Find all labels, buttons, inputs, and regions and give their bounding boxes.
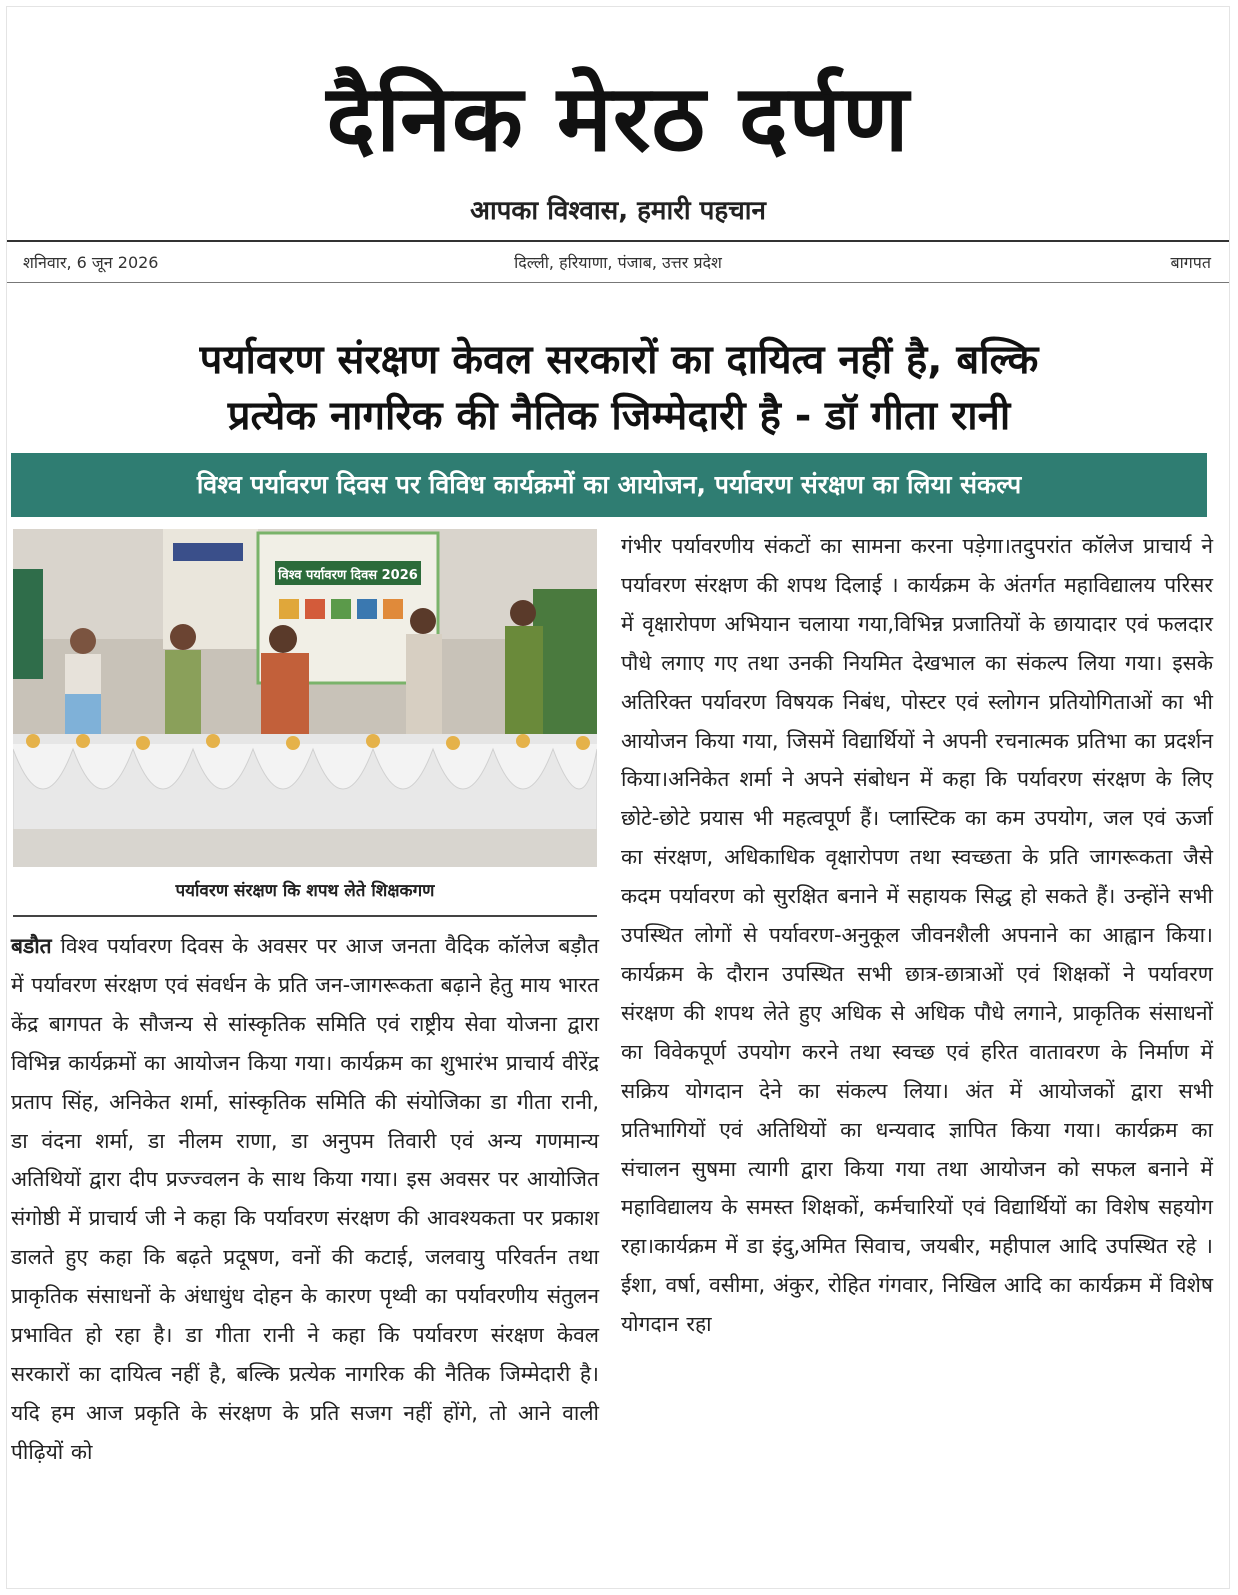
article-subheadline: विश्व पर्यावरण दिवस पर विविध कार्यक्रमों का आयोजन, पर्यावरण संरक्षण का लिया संकल्प [11, 453, 1207, 517]
body-paragraph-left [11, 927, 599, 1472]
article-photo [13, 529, 597, 867]
masthead-divider-top [7, 240, 1229, 242]
edition-name: बागपत [1170, 253, 1211, 272]
masthead-title: दैनिक मेरठ दर्पण [326, 65, 910, 172]
coverage-regions: दिल्ली, हरियाणा, पंजाब, उत्तर प्रदेश [514, 253, 722, 272]
photo-banner-text: विश्व पर्यावरण दिवस 2026 [278, 568, 418, 583]
body-text-left: विश्व पर्यावरण दिवस के अवसर पर आज जनता वैदिक कॉलेज बड़ौत में पर्यावरण संरक्षण एवं संवर्धन के प्रति जन-जागरूकता बढ़ाने हेतु माय भारत केंद्र बागपत के सौजन्य से सांस्कृतिक समिति एवं राष्ट्रीय सेवा योजना द्वारा विभिन्न कार्यक्रमों का आयोजन किया गया। कार्यक्रम का शुभारंभ प्राचार्य वीरेंद्र प्रताप सिंह, अनिकेत शर्मा, सांस्कृतिक समिति की संयोजिका डा गीता रानी, डा वंदना शर्मा, डा नीलम राणा, डा अनुपम तिवारी एवं अन्य गणमान्य अतिथियों द्वारा दीप प्रज्ज्वलन के साथ किया गया। इस अवसर पर आयोजित संगोष्ठी में प्राचार्य जी ने कहा कि पर्यावरण संरक्षण की आवश्यकता पर प्रकाश डालते हुए कहा कि बढ़ते प्रदूषण, वनों की कटाई, जलवायु परिवर्तन तथा प्राकृतिक संसाधनों के अंधाधुंध दोहन के कारण पृथ्वी का पर्यावरणीय संतुलन प्रभावित हो रहा है। डा गीता रानी ने कहा कि पर्यावरण संरक्षण केवल सरकारों का दायित्व नहीं है, बल्कि प्रत्येक नागरिक की नैतिक जिम्मेदारी है। यदि हम आज प्रकृति के संरक्षण के प्रति सजग नहीं होंगे, तो आने वाली पीढ़ियों को [11, 934, 599, 1464]
headline-line-2: प्रत्येक नागरिक की नैतिक जिम्मेदारी है - डॉ गीता रानी [227, 393, 1011, 439]
article-body-right [621, 527, 1213, 1344]
caption-divider [13, 915, 597, 917]
photo-caption: पर्यावरण संरक्षण कि शपथ लेते शिक्षकगण [175, 881, 435, 901]
article-headline [17, 332, 1221, 444]
issue-date: शनिवार, 6 जून 2026 [23, 253, 159, 272]
body-text-right: गंभीर पर्यावरणीय संकटों का सामना करना पड़ेगा।तदुपरांत कॉलेज प्राचार्य ने पर्यावरण संरक्षण की शपथ दिलाई । कार्यक्रम के अंतर्गत महाविद्यालय परिसर में वृक्षारोपण अभियान चलाया गया,विभिन्न प्रजातियों के छायादार एवं फलदार पौधे लगाए गए तथा उनकी नियमित देखभाल का संकल्प लिया गया। इसके अतिरिक्त पर्यावरण विषयक निबंध, पोस्टर एवं स्लोगन प्रतियोगिताओं का भी आयोजन किया गया, जिसमें विद्यार्थियों ने अपनी रचनात्मक प्रतिभा का प्रदर्शन किया।अनिकेत शर्मा ने अपने संबोधन में कहा कि पर्यावरण संरक्षण के लिए छोटे-छोटे प्रयास भी महत्वपूर्ण हैं। प्लास्टिक का कम उपयोग, जल एवं ऊर्जा का संरक्षण, अधिकाधिक वृक्षारोपण तथा स्वच्छता के प्रति जागरूकता जैसे कदम पर्यावरण को सुरक्षित बनाने में सहायक सिद्ध हो सकते हैं। उन्होंने सभी उपस्थित लोगों से पर्यावरण-अनुकूल जीवनशैली अपनाने का आह्वान किया।कार्यक्रम के दौरान उपस्थित सभी छात्र-छात्राओं एवं शिक्षकों ने पर्यावरण संरक्षण की शपथ लेते हुए अधिक से अधिक पौधे लगाने, प्राकृतिक संसाधनों का विवेकपूर्ण उपयोग करने तथा स्वच्छ एवं हरित वातावरण के निर्माण में सक्रिय योगदान देने का संकल्प लिया। अंत में आयोजकों द्वारा सभी प्रतिभागियों एवं अतिथियों का धन्यवाद ज्ञापित किया गया। कार्यक्रम का संचालन सुषमा त्यागी द्वारा किया गया तथा आयोजन को सफल बनाने में महाविद्यालय के समस्त शिक्षकों, कर्मचारियों एवं विद्यार्थियों का विशेष सहयोग रहा।कार्यक्रम में डा इंदु,अमित सिवाच, जयबीर, महीपाल आदि उपस्थित रहे । ईशा, वर्षा, वसीमा, अंकुर, रोहित गंगवार, निखिल आदि का कार्यक्रम में विशेष योगदान रहा [621, 534, 1213, 1337]
newspaper-page [6, 6, 1230, 1589]
masthead-divider-bottom [7, 282, 1229, 283]
article-body-left [11, 927, 599, 1472]
photo-illustration [13, 529, 597, 867]
dateline-place: बडौत [11, 934, 52, 958]
masthead-tagline: आपका विश्वास, हमारी पहचान [470, 196, 766, 226]
headline-line-1: पर्यावरण संरक्षण केवल सरकारों का दायित्व नहीं है, बल्कि [199, 337, 1039, 383]
